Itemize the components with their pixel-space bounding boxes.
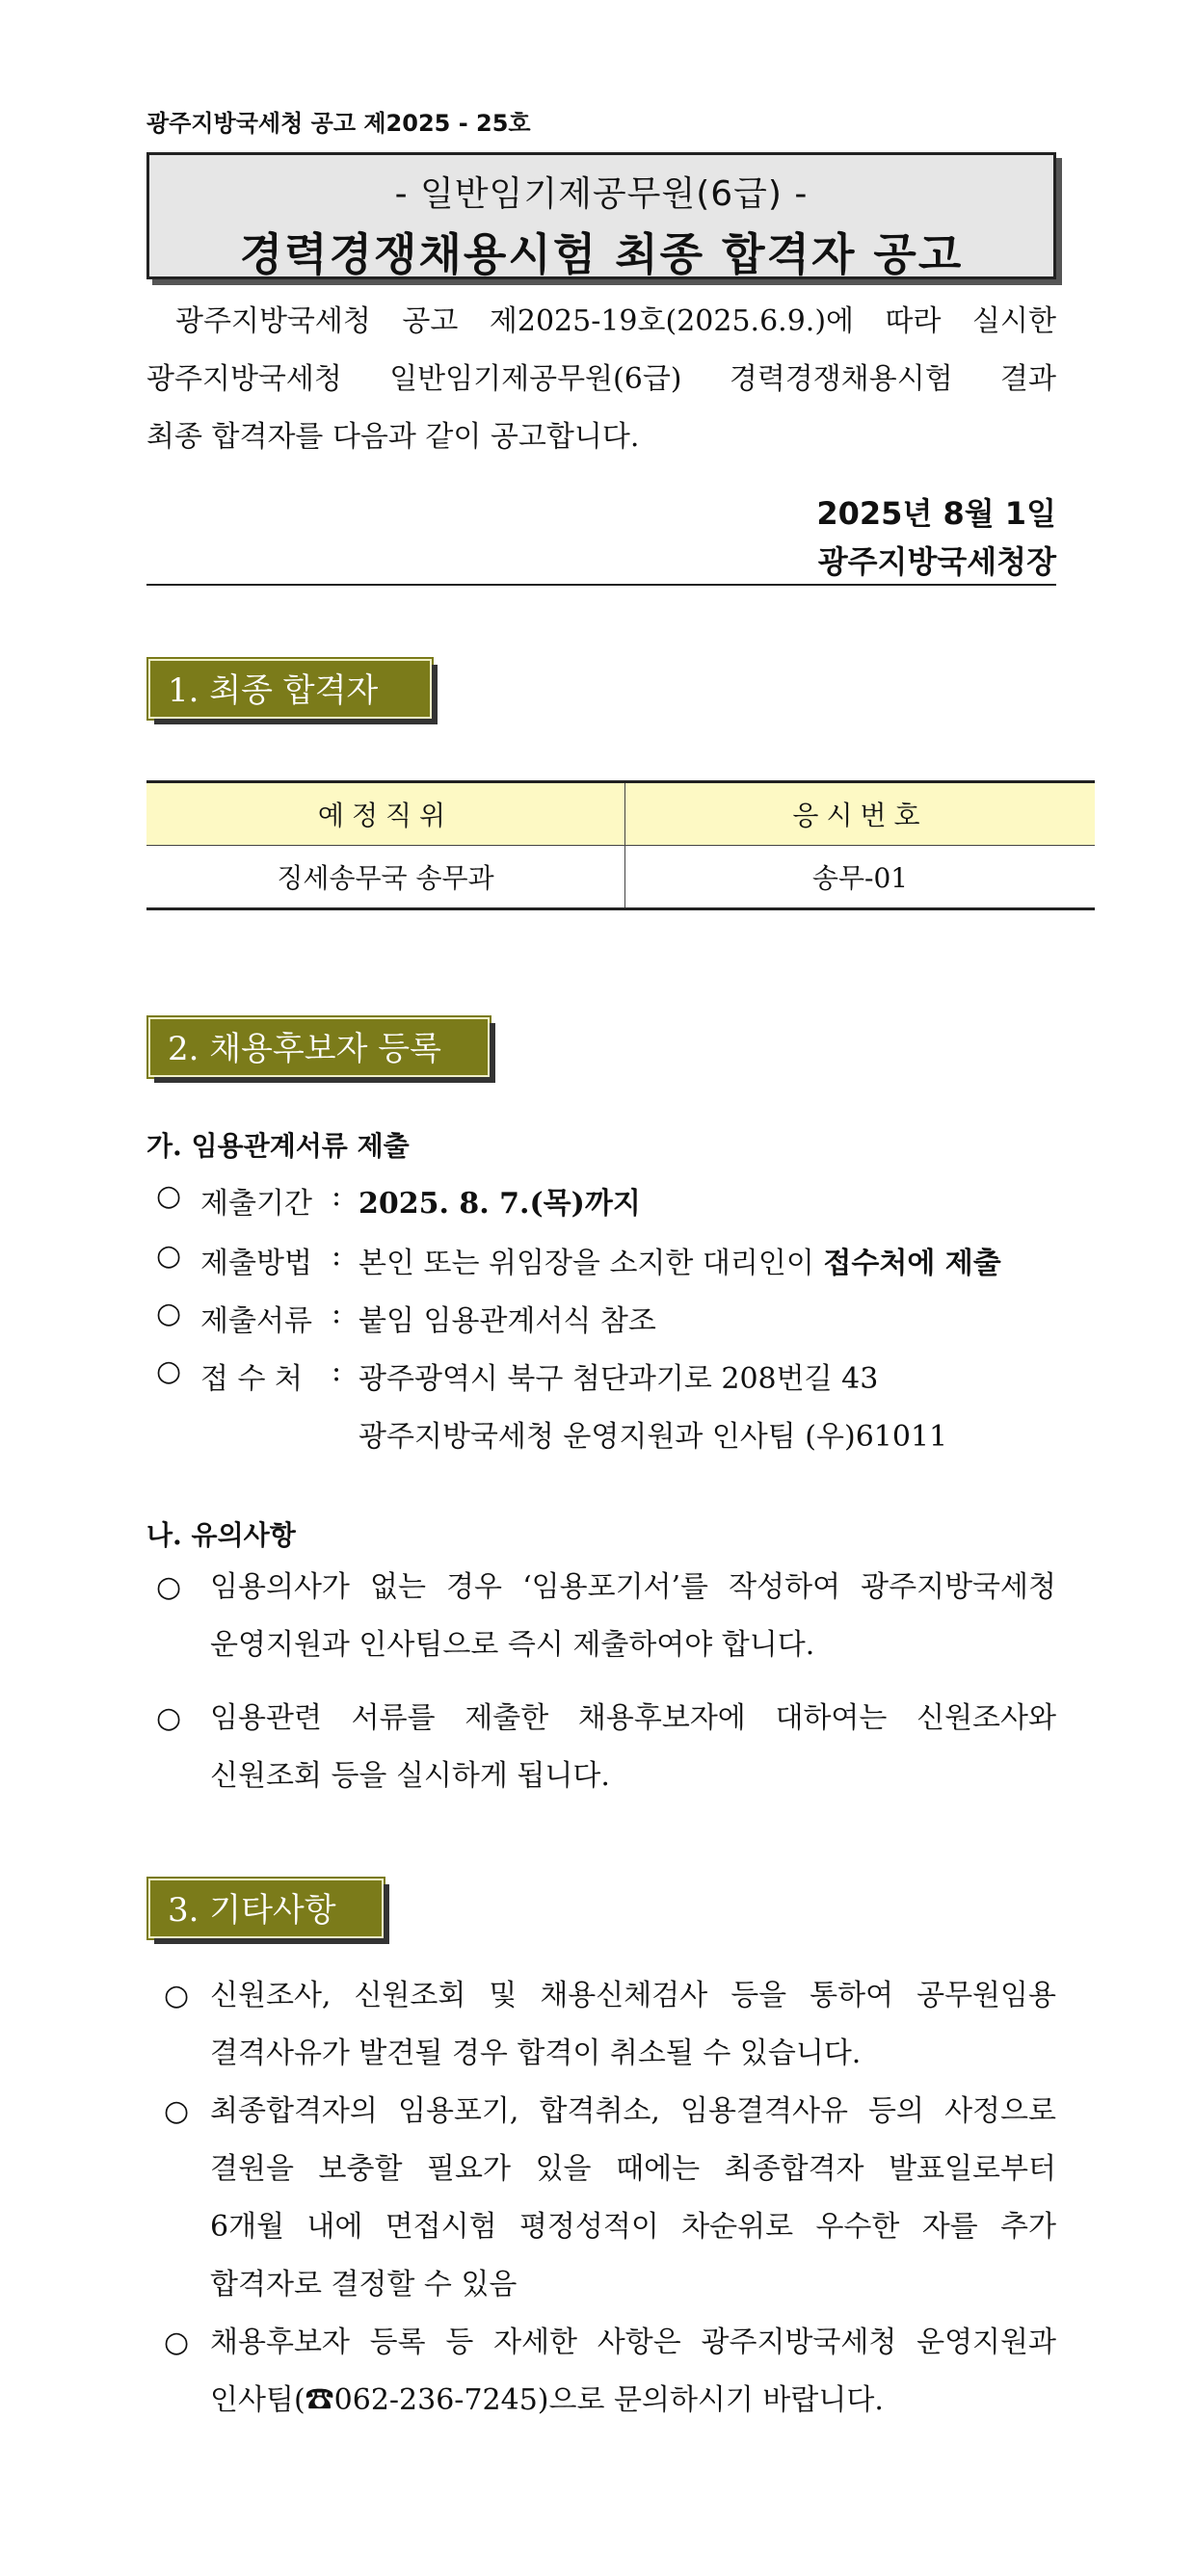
item-value-emphasis: 접수처에 제출 — [823, 1247, 1001, 1280]
bullet-icon: ○ — [164, 2094, 190, 2128]
intro-paragraph — [146, 293, 1056, 466]
section-heading-registration: 2. 채용후보자 등록 — [148, 1017, 490, 1077]
column-header: 응시번호 — [625, 782, 1096, 846]
list-item-method — [156, 1239, 1062, 1280]
subheading-documents: 가. 임용관계서류 제출 — [146, 1130, 410, 1162]
note-line: 임용관련 서류를 제출한 채용후보자에 대하여는 신원조사와 — [210, 1701, 1056, 1735]
bullet-icon: ○ — [156, 1354, 182, 1388]
other-line: 6개월 내에 면접시험 평정성적이 차순위로 우수한 자를 추가 — [210, 2210, 1056, 2244]
intro-line: 광주지방국세청 공고 제2025-19호(2025.6.9.)에 따라 실시한 — [175, 304, 1056, 338]
bullet-icon: ○ — [156, 1179, 182, 1213]
table-header-row — [146, 782, 1095, 846]
item-value: 광주광역시 북구 첨단과기로 208번길 43 — [358, 1362, 879, 1396]
note-line: 운영지원과 인사팀으로 즉시 제출하여야 합니다. — [210, 1628, 815, 1662]
section-heading-other: 3. 기타사항 — [148, 1879, 384, 1938]
other-line: 신원조사, 신원조회 및 채용신체검사 등을 통하여 공무원임용 — [210, 1979, 1056, 2012]
other-line: 결원을 보충할 필요가 있을 때에는 최종합격자 발표일로부터 — [210, 2152, 1056, 2186]
section-heading-final-passers: 1. 최종 합격자 — [148, 659, 432, 719]
other-line: 최종합격자의 임용포기, 합격취소, 임용결격사유 등의 사정으로 — [210, 2094, 1056, 2128]
note-line: 신원조회 등을 실시하게 됩니다. — [210, 1759, 610, 1793]
list-item-period — [156, 1179, 1062, 1221]
table-cell-exam-number: 송무-01 — [625, 846, 1096, 909]
bullet-icon: ○ — [156, 1239, 182, 1273]
title-main: 경력경쟁채용시험 최종 합격자 공고 — [239, 228, 964, 280]
bullet-icon: ○ — [164, 1979, 190, 2012]
table-row — [146, 846, 1095, 909]
note-item — [156, 1559, 1056, 1674]
other-line: 인사팀(☎062-236-7245)으로 문의하시기 바랍니다. — [210, 2383, 884, 2417]
subheading-notes: 나. 유의사항 — [146, 1519, 296, 1551]
item-label: 제출기간 — [200, 1187, 312, 1221]
other-line: 채용후보자 등록 등 자세한 사항은 광주지방국세청 운영지원과 — [210, 2326, 1056, 2359]
note-item — [156, 1690, 1056, 1805]
bullet-icon: ○ — [164, 2326, 190, 2359]
item-value: 본인 또는 위임장을 소지한 대리인이 — [358, 1247, 824, 1280]
colon: : — [332, 1354, 342, 1388]
bullet-icon: ○ — [156, 1570, 182, 1604]
list-item-reception — [156, 1354, 1062, 1460]
column-header: 예정직위 — [146, 782, 625, 846]
other-item — [164, 2083, 1056, 2314]
other-line: 합격자로 결정할 수 있음 — [210, 2268, 518, 2301]
bullet-icon: ○ — [156, 1297, 182, 1330]
notice-number: 광주지방국세청 공고 제2025 - 25호 — [146, 110, 531, 137]
item-label: 제출서류 — [200, 1304, 312, 1338]
other-item — [164, 2314, 1056, 2430]
intro-line: 광주지방국세청 일반임기제공무원(6급) 경력경쟁채용시험 결과 — [146, 362, 1056, 396]
result-table — [146, 780, 1095, 910]
item-label: 접 수 처 — [200, 1362, 304, 1396]
other-item — [164, 1967, 1056, 2083]
issuer: 광주지방국세청장 — [817, 543, 1056, 580]
item-label: 제출방법 — [200, 1247, 312, 1280]
note-line: 임용의사가 없는 경우 ‘임용포기서’를 작성하여 광주지방국세청 — [210, 1570, 1056, 1604]
intro-line: 최종 합격자를 다음과 같이 공고합니다. — [146, 420, 640, 454]
title-box — [146, 152, 1056, 279]
notice-date: 2025년 8월 1일 — [816, 495, 1056, 532]
colon: : — [332, 1179, 342, 1213]
table-cell-position: 징세송무국 송무과 — [146, 846, 625, 909]
title-subtitle: - 일반임기제공무원(6급) - — [394, 174, 809, 214]
colon: : — [332, 1297, 342, 1330]
other-line: 결격사유가 발견될 경우 합격이 취소될 수 있습니다. — [210, 2037, 862, 2070]
divider — [146, 584, 1056, 586]
item-value: 2025. 8. 7.(목)까지 — [358, 1187, 641, 1221]
item-value-line2: 광주지방국세청 운영지원과 인사팀 (우)61011 — [358, 1420, 948, 1454]
list-item-documents — [156, 1297, 1062, 1338]
bullet-icon: ○ — [156, 1701, 182, 1735]
colon: : — [332, 1239, 342, 1273]
item-value: 붙임 임용관계서식 참조 — [358, 1304, 656, 1338]
